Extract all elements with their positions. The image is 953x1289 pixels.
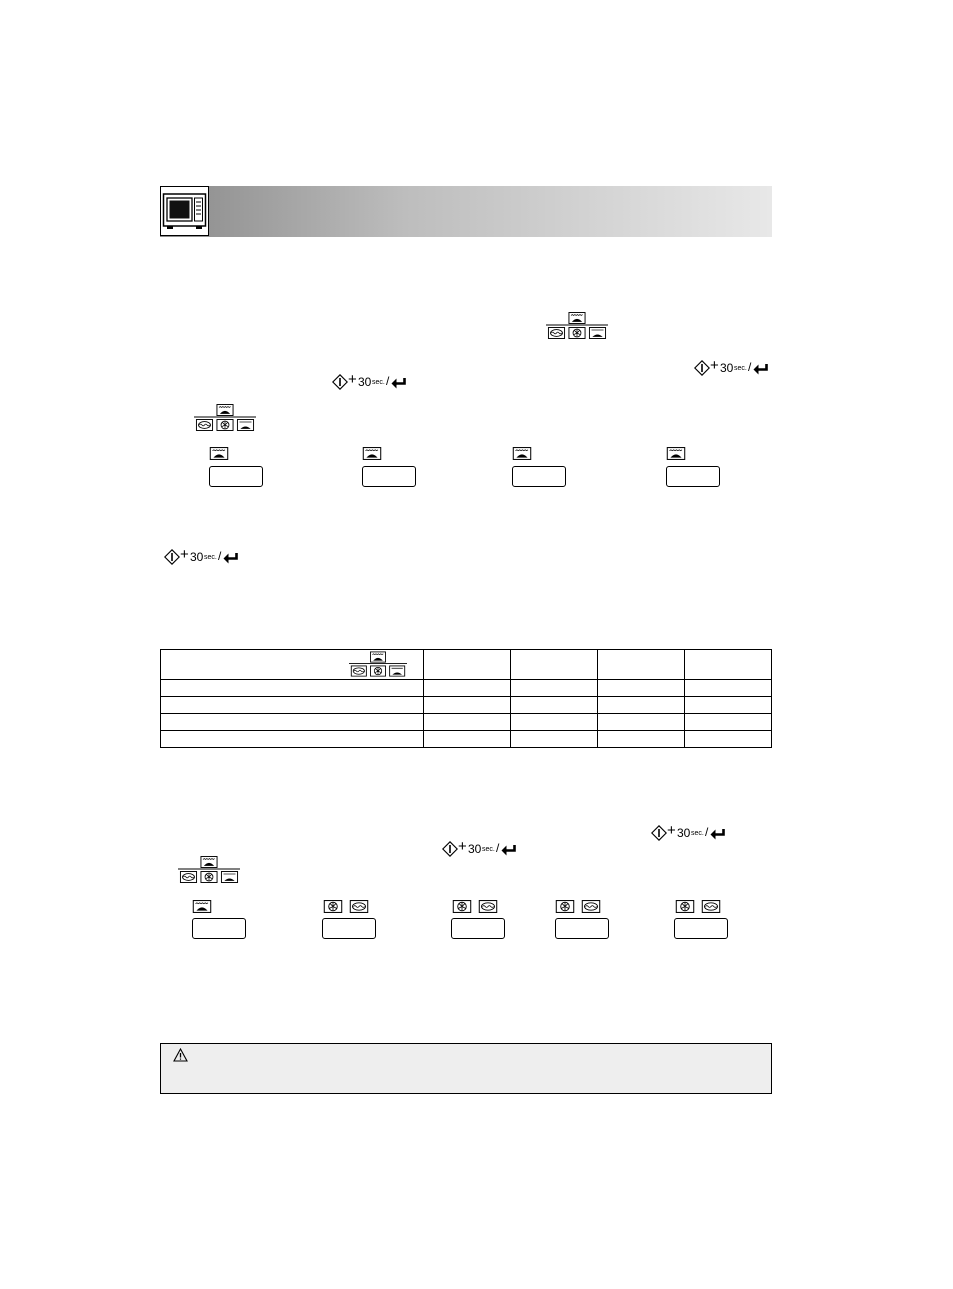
display-window bbox=[451, 918, 505, 939]
grill-icon bbox=[362, 447, 382, 460]
display-window bbox=[209, 466, 263, 487]
table-header-cell bbox=[510, 650, 597, 680]
microwave-heat-icon bbox=[478, 900, 498, 913]
table-row bbox=[161, 714, 772, 731]
display-window bbox=[192, 918, 246, 939]
table-row bbox=[161, 680, 772, 697]
table-cell bbox=[424, 697, 511, 714]
table-cell bbox=[597, 697, 685, 714]
table-row bbox=[161, 650, 772, 680]
table-cell bbox=[424, 680, 511, 697]
table-cell bbox=[685, 697, 772, 714]
microwave-icon bbox=[160, 186, 209, 236]
table-cell bbox=[597, 731, 685, 748]
warning-triangle-icon bbox=[173, 1048, 188, 1062]
microwave-heat-icon bbox=[701, 900, 721, 913]
table-cell bbox=[161, 714, 424, 731]
grill-icon bbox=[209, 447, 229, 460]
table-cell bbox=[510, 697, 597, 714]
table-cell bbox=[161, 680, 424, 697]
table-cell bbox=[161, 697, 424, 714]
table-cell bbox=[510, 680, 597, 697]
microwave-heat-icon bbox=[349, 900, 369, 913]
grill-icon bbox=[512, 447, 532, 460]
table-cell bbox=[510, 731, 597, 748]
table-cell bbox=[424, 731, 511, 748]
function-selector-icon bbox=[194, 404, 256, 432]
function-selector-icon bbox=[349, 651, 407, 678]
display-window bbox=[362, 466, 416, 487]
table-header-cell bbox=[161, 650, 424, 680]
table-cell bbox=[424, 714, 511, 731]
table-cell bbox=[161, 731, 424, 748]
table-cell bbox=[685, 714, 772, 731]
warning-box bbox=[160, 1043, 772, 1094]
table-cell bbox=[597, 680, 685, 697]
fan-icon bbox=[675, 900, 695, 913]
grill-icon bbox=[666, 447, 686, 460]
section-header-band bbox=[160, 186, 772, 237]
table-cell bbox=[510, 714, 597, 731]
display-window bbox=[512, 466, 566, 487]
microwave-heat-icon bbox=[581, 900, 601, 913]
grill-icon bbox=[192, 900, 212, 913]
function-selector-icon bbox=[546, 312, 608, 340]
table-cell bbox=[685, 680, 772, 697]
function-selector-icon bbox=[178, 856, 240, 884]
table-cell bbox=[597, 714, 685, 731]
fan-icon bbox=[452, 900, 472, 913]
table-cell bbox=[685, 731, 772, 748]
display-window bbox=[555, 918, 609, 939]
display-window bbox=[322, 918, 376, 939]
fan-icon bbox=[555, 900, 575, 913]
table-header-cell bbox=[685, 650, 772, 680]
settings-table bbox=[160, 649, 772, 748]
table-header-cell bbox=[597, 650, 685, 680]
display-window bbox=[666, 466, 720, 487]
fan-icon bbox=[323, 900, 343, 913]
table-row bbox=[161, 697, 772, 714]
table-header-cell bbox=[424, 650, 511, 680]
table-row bbox=[161, 731, 772, 748]
display-window bbox=[674, 918, 728, 939]
